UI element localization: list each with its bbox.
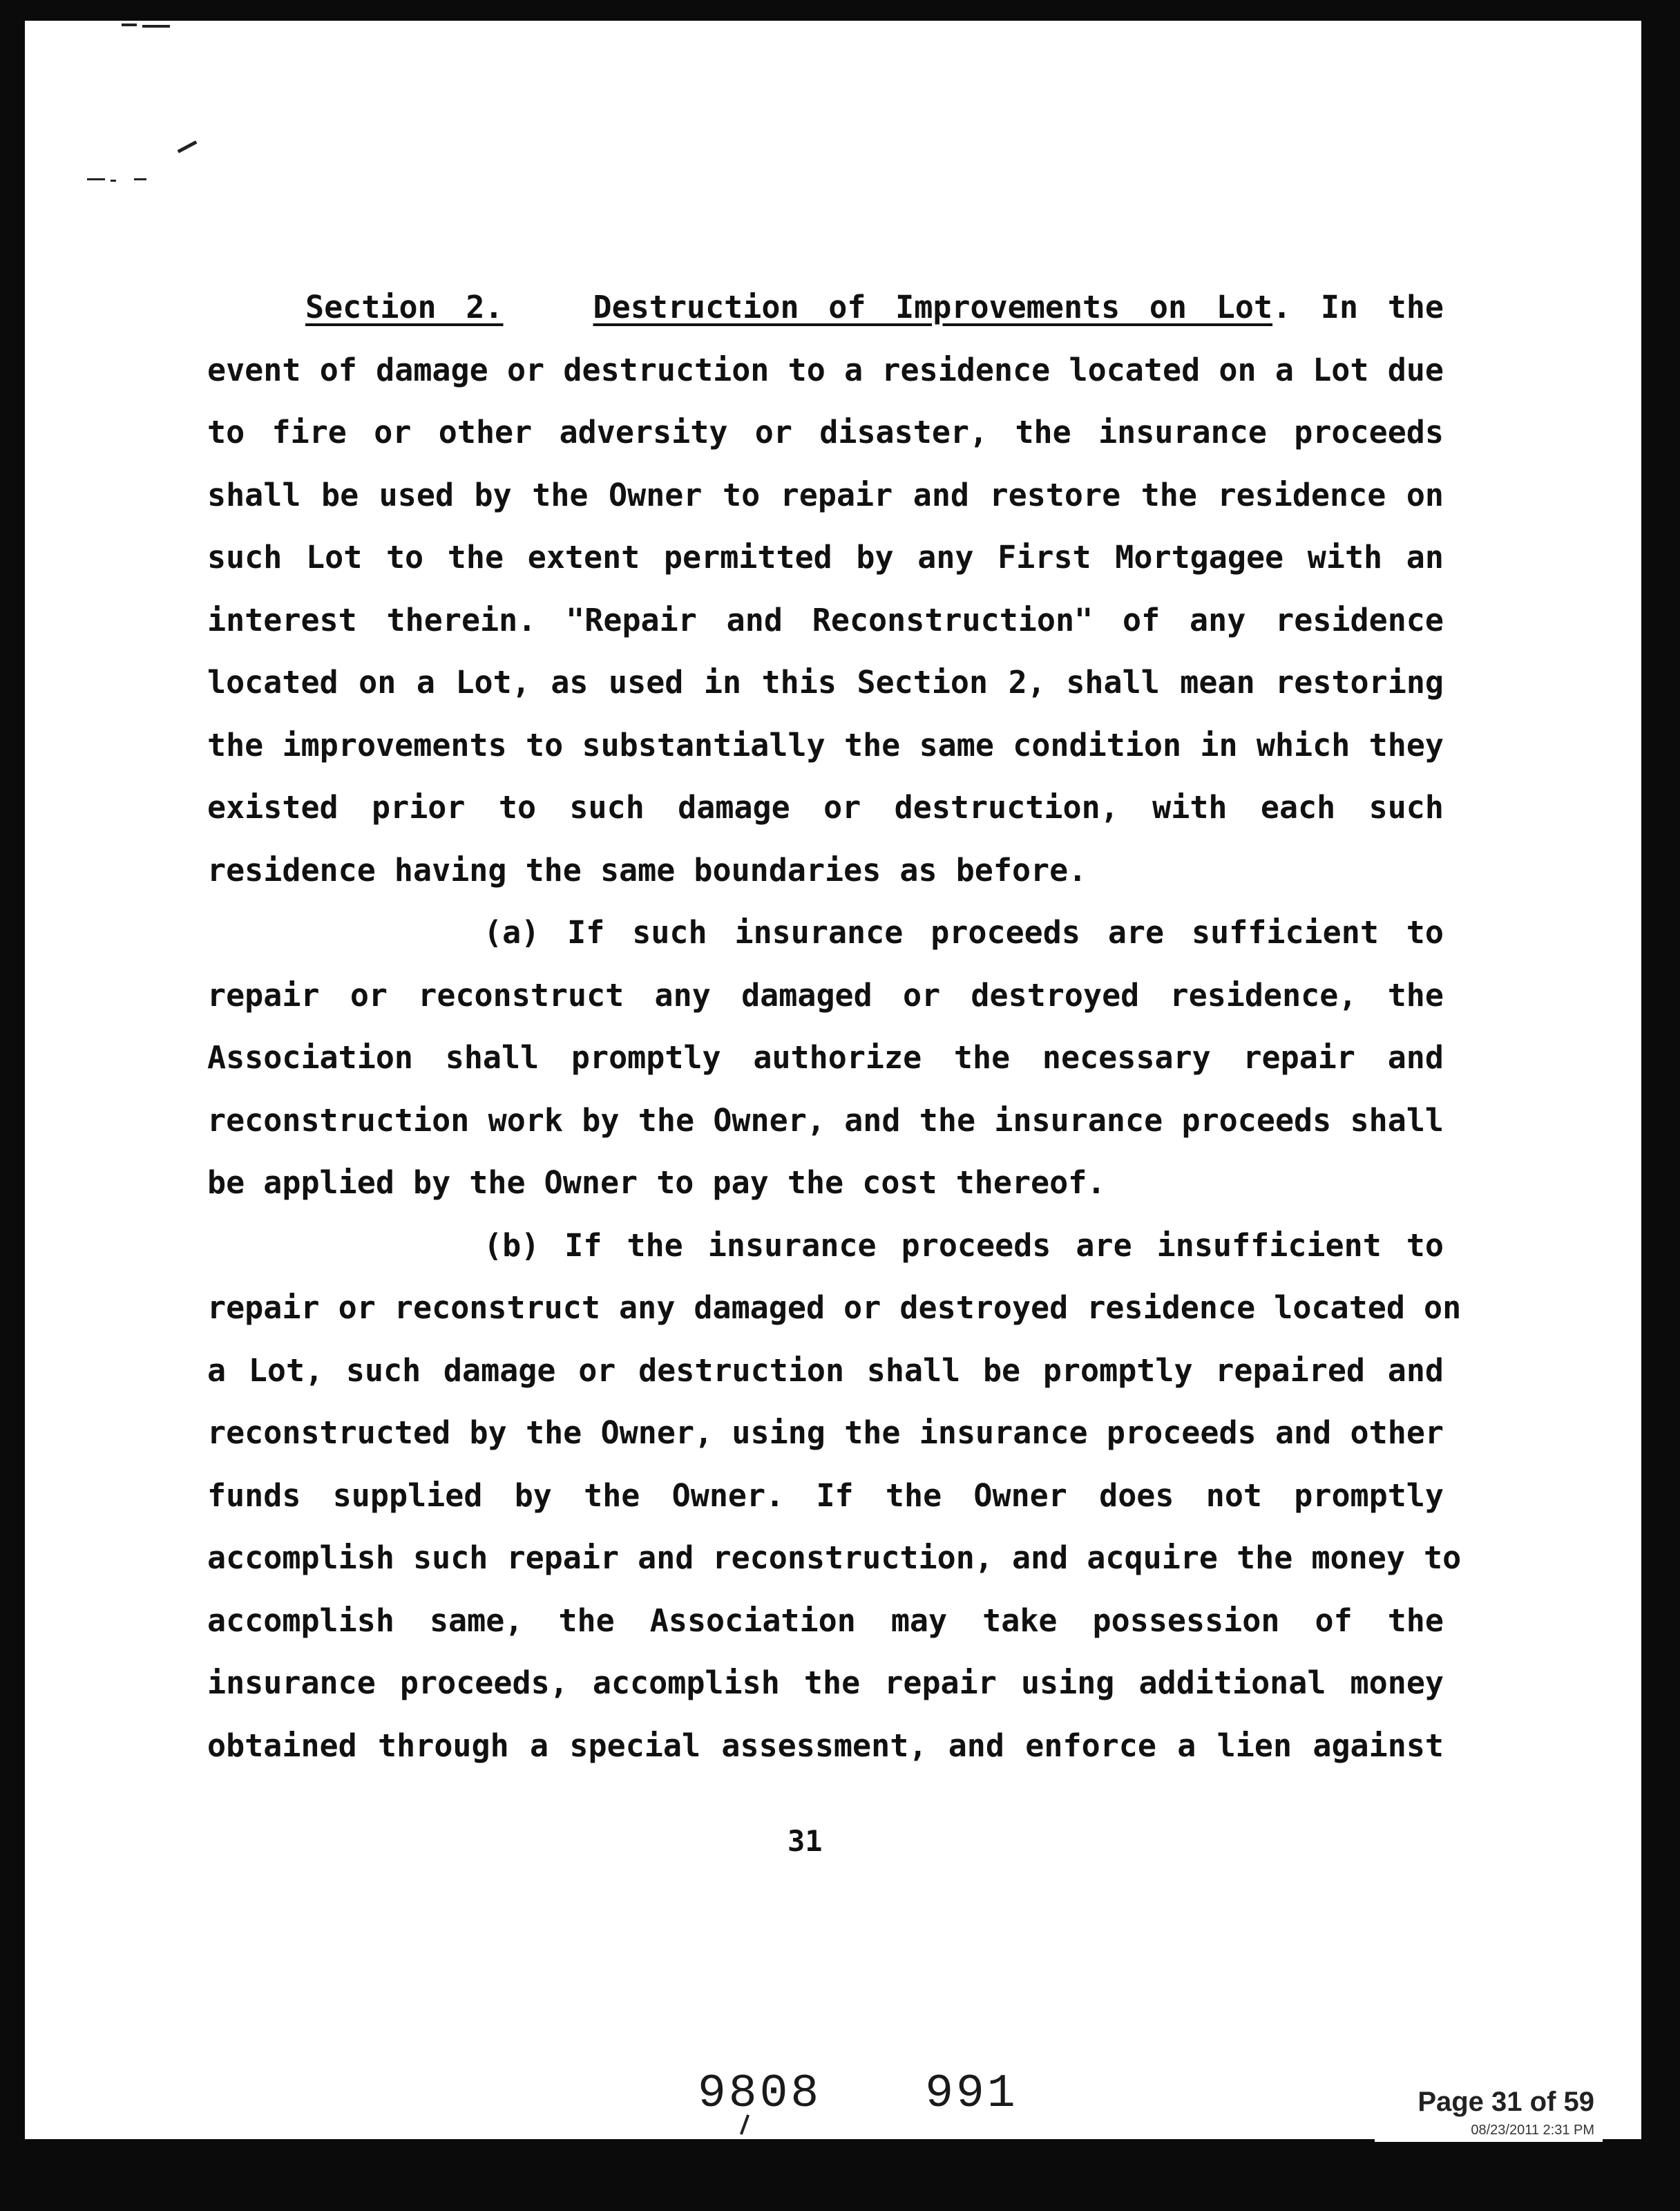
body-line: event of damage or destruction to a residence located on a Lot due xyxy=(207,351,1444,388)
body-line: a Lot, such damage or destruction shall be promptly repaired and xyxy=(207,1351,1444,1389)
body-line: accomplish same, the Association may take possession of the xyxy=(207,1602,1444,1639)
body-line: reconstructed by the Owner, using the insurance proceeds and other xyxy=(207,1414,1444,1451)
body-line: insurance proceeds, accomplish the repair using additional money xyxy=(207,1664,1444,1701)
scan-speck xyxy=(122,23,137,26)
recording-page: 991 xyxy=(925,2067,1018,2120)
section-heading-line: Section 2. Destruction of Improvements on Lot. In the xyxy=(305,289,1444,325)
recording-book: 9808 xyxy=(698,2067,822,2120)
subsection-b-line: (b) If the insurance proceeds are insufficient to xyxy=(484,1226,1444,1264)
scan-speck xyxy=(87,178,105,180)
section-label: Section 2. xyxy=(305,289,504,325)
body-line: the improvements to substantially the same condition in which they xyxy=(207,726,1444,763)
body-line: repair or reconstruct any damaged or destroyed residence located on xyxy=(207,1289,1462,1326)
stamp-datetime: 08/23/2011 2:31 PM xyxy=(1471,2123,1594,2138)
recording-reference xyxy=(698,2067,1018,2120)
scan-speck xyxy=(111,180,116,182)
body-line: to fire or other adversity or disaster, the insurance proceeds xyxy=(207,414,1444,450)
body-line: repair or reconstruct any damaged or destroyed residence, the xyxy=(207,976,1444,1014)
page-stamp xyxy=(1375,2085,1603,2142)
body-line: be applied by the Owner to pay the cost thereof. xyxy=(207,1164,1106,1201)
section-title: Destruction of Improvements on Lot xyxy=(593,289,1273,325)
body-line: shall be used by the Owner to repair and restore the residence on xyxy=(207,476,1444,513)
scan-speck xyxy=(142,25,170,28)
body-line: existed prior to such damage or destruction, with each such xyxy=(207,789,1444,826)
scan-speck xyxy=(134,178,146,180)
body-line: Association shall promptly authorize the necessary repair and xyxy=(207,1039,1444,1076)
body-line: interest therein. "Repair and Reconstruction" of any residence xyxy=(207,601,1444,638)
subsection-a-line: (a) If such insurance proceeds are sufficient to xyxy=(484,914,1444,951)
body-line: such Lot to the extent permitted by any First Mortgagee with an xyxy=(207,539,1444,576)
body-line: residence having the same boundaries as before. xyxy=(207,851,1087,889)
page-number: 31 xyxy=(788,1824,823,1858)
page-counter: Page 31 of 59 xyxy=(1418,2087,1594,2117)
body-line: obtained through a special assessment, and enforce a lien against xyxy=(207,1727,1444,1764)
body-line: accomplish such repair and reconstruction, and acquire the money to xyxy=(207,1539,1462,1576)
scan-speck xyxy=(178,140,198,153)
body-line: funds supplied by the Owner. If the Owner does not promptly xyxy=(207,1477,1444,1514)
document-body xyxy=(207,276,1462,1777)
body-line: reconstruction work by the Owner, and the insurance proceeds shall xyxy=(207,1101,1444,1139)
body-line: located on a Lot, as used in this Section 2, shall mean restoring xyxy=(207,664,1444,701)
